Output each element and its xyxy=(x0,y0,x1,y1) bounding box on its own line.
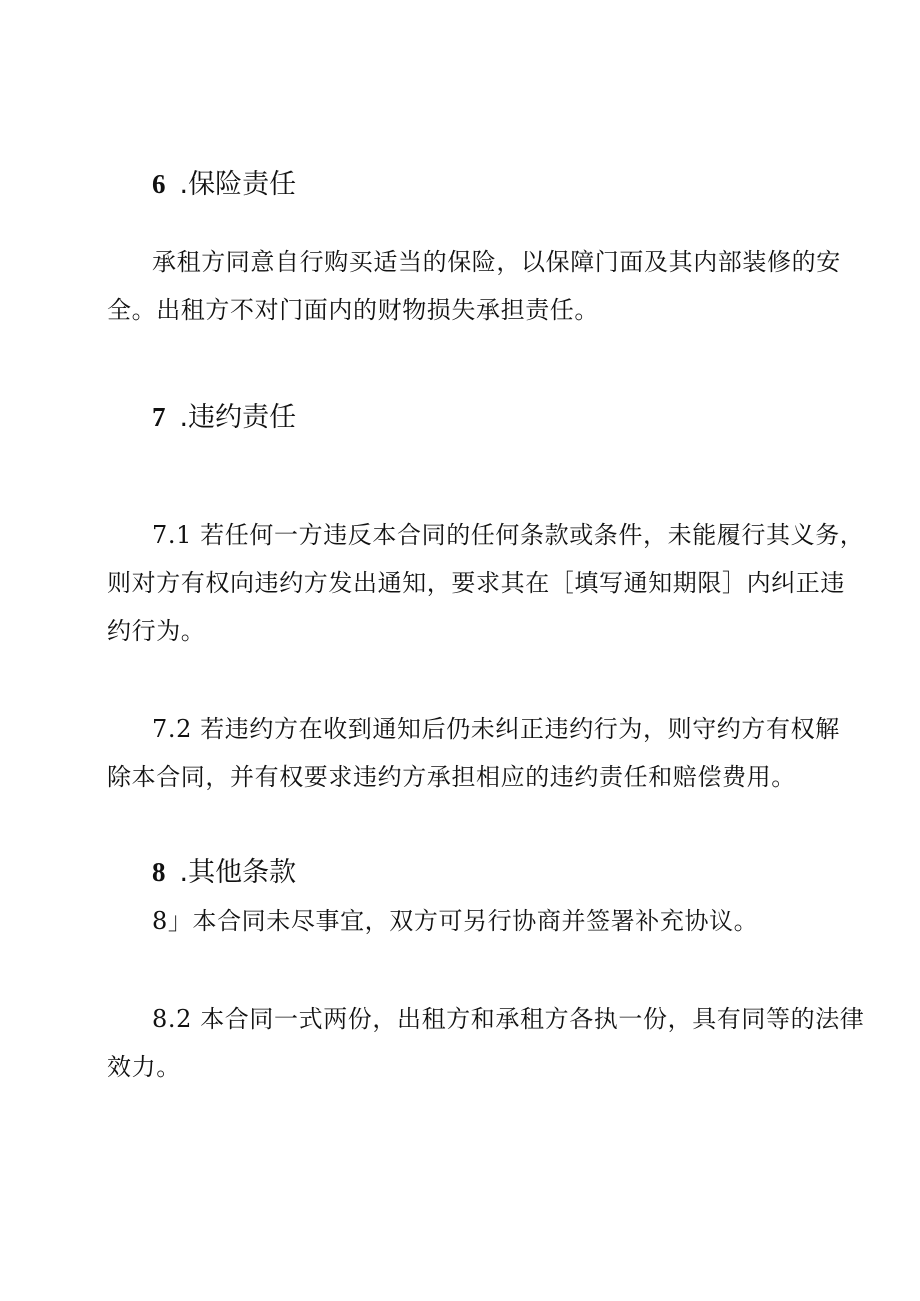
section-7-number: 7 xyxy=(152,402,166,432)
section-6-paragraph-1-line-2: 全。出租方不对门面内的财物损失承担责任。 xyxy=(107,296,599,324)
section-6-paragraph-1-line-1: 承租方同意自行购买适当的保险，以保障门面及其内部装修的安 xyxy=(152,248,841,276)
clause-7-2-line-1: 7.2 若违约方在收到通知后仍未纠正违约行为，则守约方有权解 xyxy=(152,715,840,743)
clause-8-2-line-1: 8.2 本合同一式两份，出租方和承租方各执一份，具有同等的法律 xyxy=(152,1005,865,1033)
section-6-heading xyxy=(152,168,296,201)
section-8-title: .其他条款 xyxy=(179,857,297,888)
clause-8-1-line-1: 8」本合同未尽事宜，双方可另行协商并签署补充协议。 xyxy=(152,907,759,935)
section-8-heading xyxy=(152,856,296,889)
section-7-heading xyxy=(152,401,296,434)
section-6-number: 6 xyxy=(152,169,166,199)
section-8-number: 8 xyxy=(152,857,166,887)
clause-7-1-line-3: 约行为。 xyxy=(107,617,206,645)
section-7-title: .违约责任 xyxy=(179,402,297,433)
clause-7-1-line-1: 7.1 若任何一方违反本合同的任何条款或条件，未能履行其义务， xyxy=(152,521,865,549)
clause-7-2-line-2: 除本合同，并有权要求违约方承担相应的违约责任和赔偿费用。 xyxy=(107,763,796,791)
clause-7-1-line-2: 则对方有权向违约方发出通知，要求其在［填写通知期限］内纠正违 xyxy=(107,569,845,597)
clause-8-2-line-2: 效力。 xyxy=(107,1053,181,1081)
section-6-title: .保险责任 xyxy=(179,169,297,200)
